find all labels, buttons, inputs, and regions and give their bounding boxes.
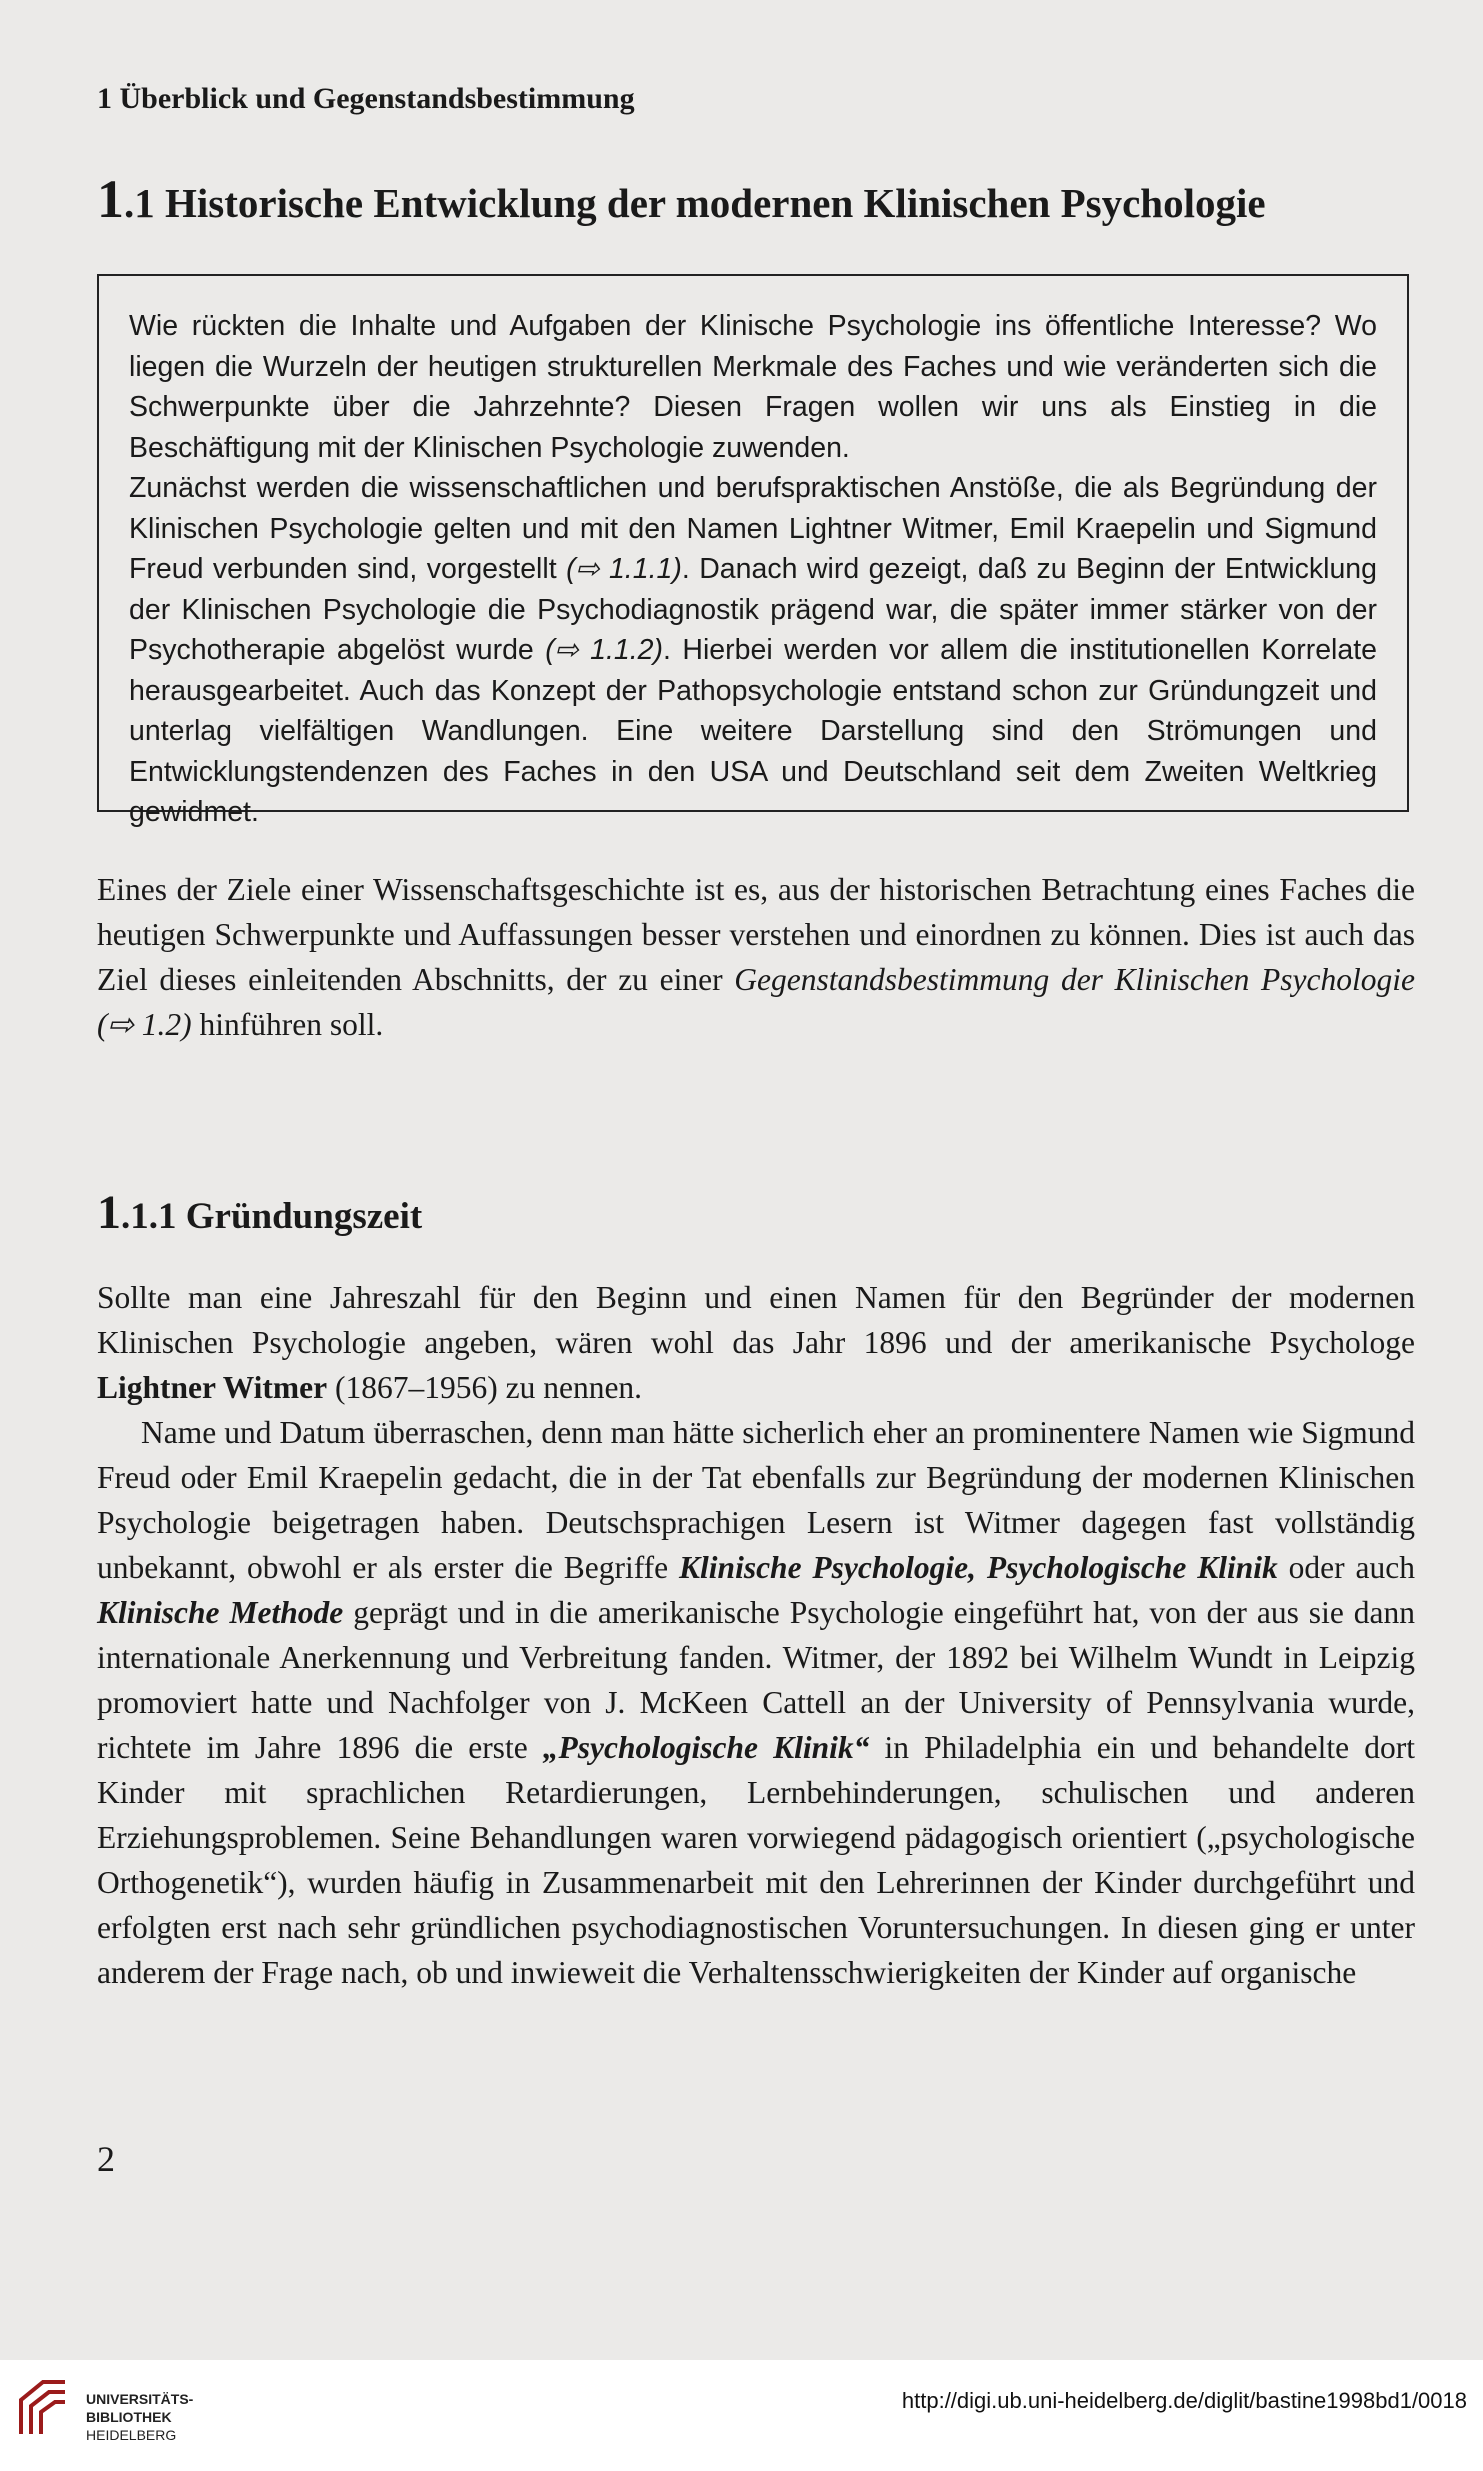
term-emphasis: Klinische Methode: [97, 1595, 344, 1630]
paragraph-text: Sollte man eine Jahreszahl für den Beginn und einen Namen für den Begründer der modernen Klinischen Psychologie angeben, wären wohl das Jahr 1896 und der amerikanische Psychologe: [97, 1280, 1415, 1360]
abstract-text: Zunächst werden die wissenschaftlichen und berufspraktischen Anstöße, die als Begründung der Klinischen Psychologie gelten und mit den Namen Lightner Witmer, Emil Kraepelin und Sigmund Freud verbunden sind, vorgestellt: [129, 472, 1377, 585]
library-name-line: UNIVERSITÄTS-: [86, 2391, 194, 2407]
paragraph-2: [97, 1410, 1415, 1995]
cross-reference: (⇨ 1.1.1): [566, 553, 682, 585]
subsection-number-major: 1: [97, 1186, 121, 1239]
university-logo-icon: [15, 2378, 75, 2443]
library-name-line: BIBLIOTHEK: [86, 2409, 172, 2425]
cross-reference: (⇨ 1.1.2): [545, 634, 663, 666]
paragraph-1: [97, 1275, 1415, 1410]
section-title: Historische Entwicklung der modernen Klinischen Psychologie: [165, 180, 1266, 226]
paragraph-text: (1867–1956) zu nennen.: [327, 1370, 643, 1405]
abstract-box: [97, 274, 1409, 828]
subsection-heading: [97, 1185, 422, 1240]
subsection-title: Gründungszeit: [185, 1196, 423, 1237]
source-url-link[interactable]: http://digi.ub.uni-heidelberg.de/diglit/bastine1998bd1/0018: [901, 2388, 1467, 2413]
term-emphasis: Klinische Psychologie, Psychologische Klinik: [679, 1550, 1278, 1585]
footer-bar: [0, 2360, 1483, 2471]
running-head: 1 Überblick und Gegenstandsbestimmung: [97, 82, 635, 115]
term-emphasis: „Psychologische Klinik“: [542, 1730, 870, 1765]
paragraph-text: oder auch: [1277, 1550, 1415, 1585]
abstract-text: . Danach wird gezeigt, daß zu Beginn der Entwicklung der Klinischen Psychologie die Psychodiagnostik prägend war, die später immer stärker von der Psychotherapie abgelöst wurde: [129, 553, 1377, 666]
intro-text: hinführen soll.: [191, 1007, 384, 1042]
page-number: 2: [97, 2139, 115, 2179]
intro-paragraph: [97, 867, 1415, 1047]
section-heading: [97, 168, 1266, 230]
library-name-line: HEIDELBERG: [86, 2427, 177, 2443]
abstract-paragraph-1: Wie rückten die Inhalte und Aufgaben der Klinische Psychologie ins öffentliche Interesse? Wo liegen die Wurzeln der heutigen strukturellen Merkmale des Faches und wie veränderten sich die Schwerpunkte über die Jahrzehnte? Diesen Fragen wollen wir uns als Einstieg in die Beschäftigung mit der Klinischen Psychologie zuwenden.: [129, 310, 1377, 464]
intro-text: Eines der Ziele einer Wissenschaftsgeschichte ist es, aus der historischen Betrachtung eines Faches die heutigen Schwerpunkte und Auffassungen besser verstehen und einordnen zu können. Dies ist auch das Ziel dieses einleitenden Abschnitts, der zu einer: [97, 872, 1415, 997]
abstract-paragraph-2: [129, 468, 1377, 833]
section-number-minor: .1: [124, 180, 155, 226]
name-emphasis: Lightner Witmer: [97, 1370, 328, 1405]
paragraph-text: geprägt und in die amerikanische Psychologie eingeführt hat, von der aus sie dann internationale Anerkennung und Verbreitung fanden. Witmer, der 1892 bei Wilhelm Wundt in Leipzig promoviert hatte und Nachfolger von J. McKeen Cattell an der University of Pennsylvania wurde, richtete im Jahre 1896 die erste: [97, 1595, 1416, 1765]
library-name: [86, 2390, 193, 2444]
section-number-major: 1: [97, 169, 124, 229]
main-text: [97, 1275, 1415, 1995]
subsection-number-minor: .1.1: [121, 1196, 177, 1237]
intro-emphasis: Gegenstandsbestimmung der Klinischen Psychologie (⇨ 1.2): [97, 962, 1415, 1042]
paragraph-text: in Philadelphia ein und behandelte dort Kinder mit sprachlichen Retardierungen, Lernbehinderungen, schulischen und anderen Erziehungsproblemen. Seine Behandlungen waren vorwiegend pädagogisch orientiert („psychologische Orthogenetik“), wurden häufig in Zusammenarbeit mit den Lehrerinnen der Kinder durchgeführt und erfolgten erst nach sehr gründlichen psychodiagnostischen Voruntersuchungen. In diesen ging er unter anderem der Frage nach, ob und inwieweit die Verhaltensschwierigkeiten der Kinder auf organische: [97, 1730, 1415, 1990]
paragraph-text: Name und Datum überraschen, denn man hätte sicherlich eher an prominentere Namen wie Sigmund Freud oder Emil Kraepelin gedacht, die in der Tat ebenfalls zur Begründung der modernen Klinischen Psychologie beigetragen haben. Deutschsprachigen Lesern ist Witmer dagegen fast vollständig unbekannt, obwohl er als erster die Begriffe: [97, 1415, 1415, 1585]
abstract-text: . Hierbei werden vor allem die institutionellen Korrelate herausgearbeitet. Auch das Konzept der Pathopsychologie entstand schon zur Gründungzeit und unterlag vielfältigen Wandlungen. Eine weitere Darstellung sind den Strömungen und Entwicklungstendenzen des Faches in den USA und Deutschland seit dem Zweiten Weltkrieg gewidmet.: [129, 634, 1378, 828]
